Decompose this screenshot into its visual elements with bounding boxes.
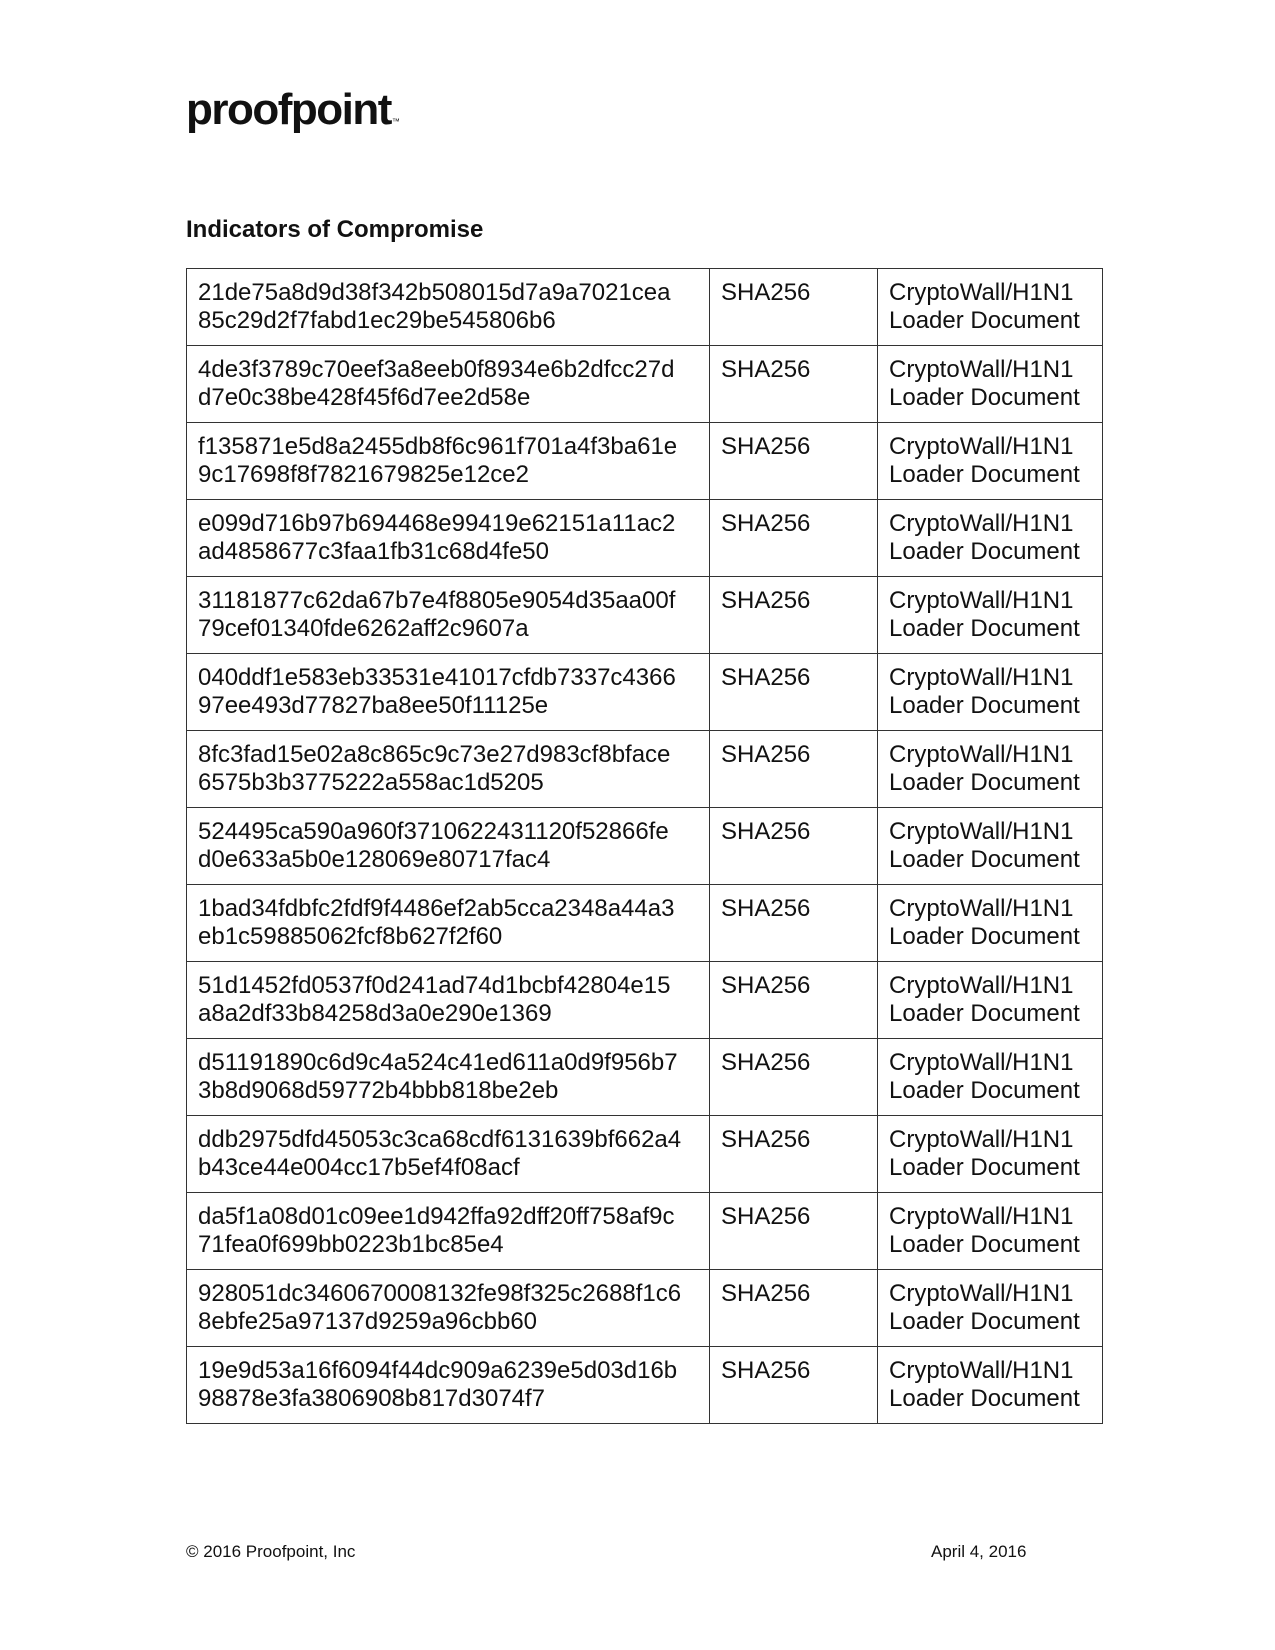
- hash-text: 4de3f3789c70eef3a8eeb0f8934e6b2dfcc27d: [198, 356, 675, 383]
- hash-type-cell: SHA256: [710, 731, 878, 808]
- hash-type-cell: SHA256: [710, 885, 878, 962]
- description-text: Loader Document: [889, 384, 1080, 411]
- hash-text: b43ce44e004cc17b5ef4f08acf: [198, 1154, 520, 1181]
- description-text: CryptoWall/H1N1: [889, 818, 1074, 845]
- hash-cell: [187, 1116, 710, 1193]
- hash-text: 8fc3fad15e02a8c865c9c73e27d983cf8bface: [198, 741, 671, 768]
- hash-cell: [187, 423, 710, 500]
- hash-type-cell: SHA256: [710, 1039, 878, 1116]
- logo-trademark: ™: [391, 117, 400, 126]
- table-row: [187, 423, 1103, 500]
- hash-cell: [187, 808, 710, 885]
- ioc-table: [186, 268, 1103, 1424]
- description-text: CryptoWall/H1N1: [889, 356, 1074, 383]
- description-text: CryptoWall/H1N1: [889, 1203, 1074, 1230]
- hash-cell: [187, 1193, 710, 1270]
- description-text: CryptoWall/H1N1: [889, 895, 1074, 922]
- proofpoint-logo: [186, 85, 400, 134]
- hash-text: 79cef01340fde6262aff2c9607a: [198, 615, 529, 642]
- description-text: Loader Document: [889, 461, 1080, 488]
- description-text: CryptoWall/H1N1: [889, 741, 1074, 768]
- table-row: [187, 962, 1103, 1039]
- table-row: [187, 1193, 1103, 1270]
- hash-text: 85c29d2f7fabd1ec29be545806b6: [198, 307, 556, 334]
- hash-text: eb1c59885062fcf8b627f2f60: [198, 923, 503, 950]
- table-row: [187, 346, 1103, 423]
- description-cell: [878, 423, 1103, 500]
- description-cell: [878, 269, 1103, 346]
- table-row: [187, 1039, 1103, 1116]
- description-text: CryptoWall/H1N1: [889, 433, 1074, 460]
- hash-text: f135871e5d8a2455db8f6c961f701a4f3ba61e: [198, 433, 678, 460]
- hash-text: 31181877c62da67b7e4f8805e9054d35aa00f: [198, 587, 676, 614]
- hash-cell: [187, 731, 710, 808]
- hash-type-cell: SHA256: [710, 1270, 878, 1347]
- hash-text: ad4858677c3faa1fb31c68d4fe50: [198, 538, 549, 565]
- hash-cell: [187, 1039, 710, 1116]
- table-row: [187, 500, 1103, 577]
- description-text: Loader Document: [889, 846, 1080, 873]
- hash-cell: [187, 885, 710, 962]
- description-cell: [878, 731, 1103, 808]
- description-text: Loader Document: [889, 615, 1080, 642]
- description-text: Loader Document: [889, 307, 1080, 334]
- hash-text: 8ebfe25a97137d9259a96cbb60: [198, 1308, 538, 1335]
- hash-type-cell: SHA256: [710, 500, 878, 577]
- hash-text: 524495ca590a960f3710622431120f52866fe: [198, 818, 669, 845]
- description-text: CryptoWall/H1N1: [889, 1126, 1074, 1153]
- table-row: [187, 654, 1103, 731]
- hash-text: 71fea0f699bb0223b1bc85e4: [198, 1231, 504, 1258]
- description-cell: [878, 1193, 1103, 1270]
- hash-text: 3b8d9068d59772b4bbb818be2eb: [198, 1077, 559, 1104]
- hash-cell: [187, 962, 710, 1039]
- hash-cell: [187, 577, 710, 654]
- description-text: Loader Document: [889, 1385, 1080, 1412]
- hash-text: d7e0c38be428f45f6d7ee2d58e: [198, 384, 531, 411]
- hash-type-cell: SHA256: [710, 1193, 878, 1270]
- hash-text: 6575b3b3775222a558ac1d5205: [198, 769, 544, 796]
- hash-cell: [187, 269, 710, 346]
- table-row: [187, 577, 1103, 654]
- section-title: Indicators of Compromise: [186, 216, 484, 243]
- description-cell: [878, 577, 1103, 654]
- description-text: Loader Document: [889, 1154, 1080, 1181]
- description-text: CryptoWall/H1N1: [889, 510, 1074, 537]
- hash-cell: [187, 500, 710, 577]
- hash-text: 21de75a8d9d38f342b508015d7a9a7021cea: [198, 279, 671, 306]
- description-cell: [878, 1039, 1103, 1116]
- description-text: CryptoWall/H1N1: [889, 972, 1074, 999]
- footer-date: April 4, 2016: [931, 1542, 1027, 1561]
- description-text: CryptoWall/H1N1: [889, 587, 1074, 614]
- table-row: [187, 885, 1103, 962]
- ioc-table-body: [187, 269, 1103, 1424]
- description-text: Loader Document: [889, 1231, 1080, 1258]
- description-text: CryptoWall/H1N1: [889, 1280, 1074, 1307]
- table-row: [187, 1270, 1103, 1347]
- hash-text: ddb2975dfd45053c3ca68cdf6131639bf662a4: [198, 1126, 682, 1153]
- description-cell: [878, 1270, 1103, 1347]
- hash-cell: [187, 1270, 710, 1347]
- hash-type-cell: SHA256: [710, 346, 878, 423]
- hash-text: 98878e3fa3806908b817d3074f7: [198, 1385, 546, 1412]
- hash-cell: [187, 1347, 710, 1424]
- description-cell: [878, 346, 1103, 423]
- description-cell: [878, 808, 1103, 885]
- table-row: [187, 808, 1103, 885]
- hash-cell: [187, 654, 710, 731]
- hash-type-cell: SHA256: [710, 808, 878, 885]
- description-text: Loader Document: [889, 538, 1080, 565]
- hash-text: a8a2df33b84258d3a0e290e1369: [198, 1000, 552, 1027]
- description-cell: [878, 654, 1103, 731]
- table-row: [187, 269, 1103, 346]
- hash-text: 19e9d53a16f6094f44dc909a6239e5d03d16b: [198, 1357, 678, 1384]
- hash-text: 1bad34fdbfc2fdf9f4486ef2ab5cca2348a44a3: [198, 895, 675, 922]
- description-text: CryptoWall/H1N1: [889, 279, 1074, 306]
- hash-text: d51191890c6d9c4a524c41ed611a0d9f956b7: [198, 1049, 678, 1076]
- hash-text: d0e633a5b0e128069e80717fac4: [198, 846, 551, 873]
- description-text: CryptoWall/H1N1: [889, 1049, 1074, 1076]
- description-text: Loader Document: [889, 769, 1080, 796]
- table-row: [187, 1116, 1103, 1193]
- description-cell: [878, 1116, 1103, 1193]
- description-text: CryptoWall/H1N1: [889, 664, 1074, 691]
- hash-type-cell: SHA256: [710, 269, 878, 346]
- description-text: Loader Document: [889, 1000, 1080, 1027]
- description-text: CryptoWall/H1N1: [889, 1357, 1074, 1384]
- logo-text: proofpoint: [186, 85, 391, 134]
- hash-type-cell: SHA256: [710, 423, 878, 500]
- description-cell: [878, 885, 1103, 962]
- description-text: Loader Document: [889, 1308, 1080, 1335]
- hash-text: e099d716b97b694468e99419e62151a11ac2: [198, 510, 676, 537]
- description-cell: [878, 1347, 1103, 1424]
- description-text: Loader Document: [889, 1077, 1080, 1104]
- hash-text: 9c17698f8f7821679825e12ce2: [198, 461, 529, 488]
- hash-type-cell: SHA256: [710, 962, 878, 1039]
- hash-text: 928051dc3460670008132fe98f325c2688f1c6: [198, 1280, 682, 1307]
- hash-type-cell: SHA256: [710, 654, 878, 731]
- hash-text: 040ddf1e583eb33531e41017cfdb7337c4366: [198, 664, 676, 691]
- hash-type-cell: SHA256: [710, 577, 878, 654]
- hash-text: 97ee493d77827ba8ee50f11125e: [198, 692, 549, 719]
- hash-cell: [187, 346, 710, 423]
- description-cell: [878, 500, 1103, 577]
- table-row: [187, 1347, 1103, 1424]
- description-cell: [878, 962, 1103, 1039]
- hash-text: 51d1452fd0537f0d241ad74d1bcbf42804e15: [198, 972, 671, 999]
- description-text: Loader Document: [889, 923, 1080, 950]
- table-row: [187, 731, 1103, 808]
- hash-type-cell: SHA256: [710, 1347, 878, 1424]
- description-text: Loader Document: [889, 692, 1080, 719]
- hash-type-cell: SHA256: [710, 1116, 878, 1193]
- footer-copyright: © 2016 Proofpoint, Inc: [186, 1542, 356, 1561]
- hash-text: da5f1a08d01c09ee1d942ffa92dff20ff758af9c: [198, 1203, 675, 1230]
